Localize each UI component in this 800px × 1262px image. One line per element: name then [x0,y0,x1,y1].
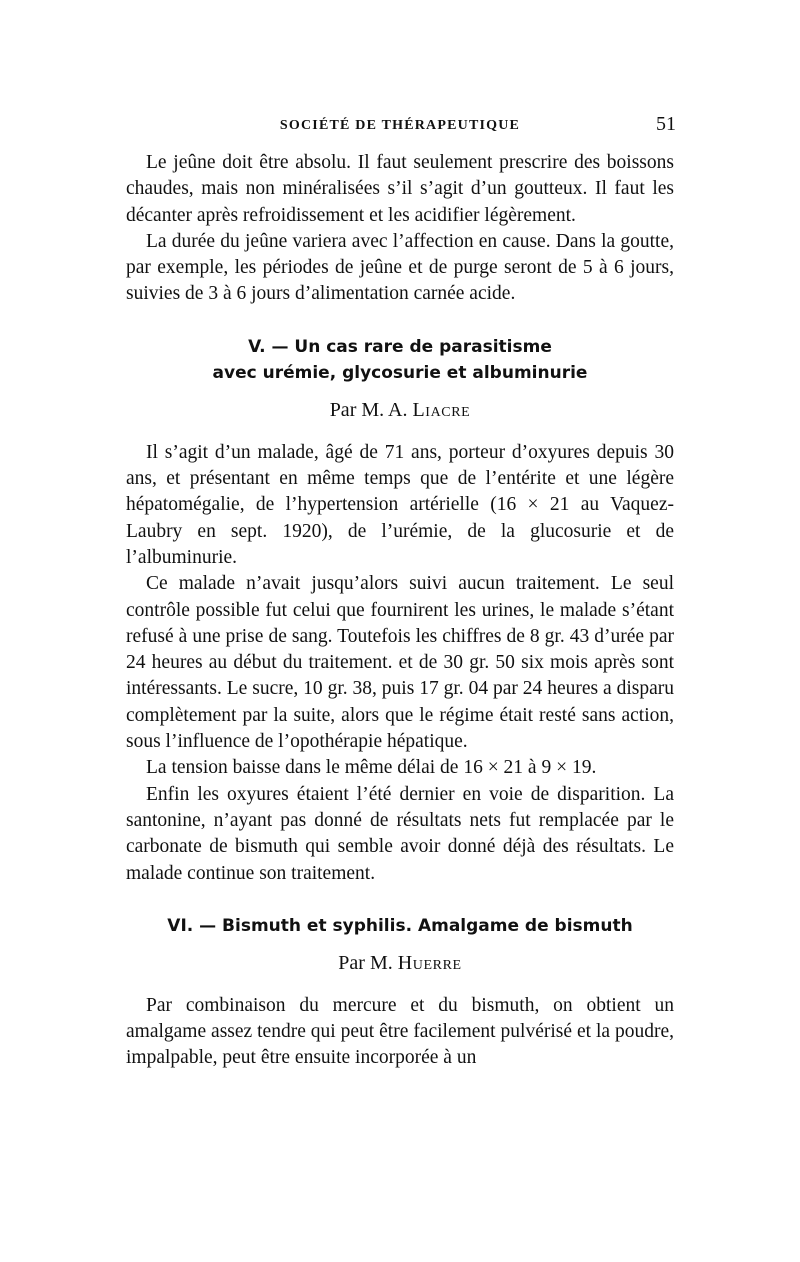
section-title-line: avec urémie, glycosurie et albuminurie [212,362,588,383]
intro-text [126,150,674,308]
section-title-line: V. — Un cas rare de parasitisme [248,336,552,357]
paragraph: La tension baisse dans le même délai de 16 × 21 à 9 × 19. [146,757,597,779]
paragraph: Ce malade n’avait jusqu’alors suivi aucun traitement. Le seul contrôle possible fut celui que fournirent les urines, le malade s’étant refusé à une prise de sang. Toutefois les chiffres de 8 gr. 43 d’urée par 24 heures au début du traitement. et de 30 gr. 50 six mois après sont intéressants. Le sucre, 10 gr. 38, puis 17 gr. 04 par 24 heures a disparu complètement par la suite, alors que le régime était resté sans action, sous l’influence de l’opothérapie hépatique. [126,573,674,753]
author-prefix: Par M. A. [329,398,408,421]
section-author [126,949,674,977]
page-number: 51 [656,113,676,135]
author-prefix: Par M. [338,951,393,974]
author-name: Huerre [397,951,462,974]
paragraph: Enfin les oxyures étaient l’été dernier en voie de disparition. La santonine, n’ayant pas donné de résultats nets fut remplacée par le carbonate de bismuth qui semble avoir donné déjà des résultats. Le malade continue son traitement. [126,783,674,884]
author-name: Liacre [412,398,471,421]
paragraph: La durée du jeûne variera avec l’affection en cause. Dans la goutte, par exemple, les périodes de jeûne et de purge seront de 5 à 6 jours, suivies de 3 à 6 jours d’alimentation carnée acide. [126,230,674,305]
book-page [126,110,674,1072]
paragraph: Le jeûne doit être absolu. Il faut seulement prescrire des boissons chaudes, mais non minéralisées s’il s’agit d’un goutteux. Il faut les décanter après refroidissement et les acidifier légèrement. [126,152,674,226]
section-title: VI. — Bismuth et syphilis. Amalgame de bismuth [167,915,633,936]
section-6 [126,913,674,1072]
running-title: SOCIÉTÉ DE THÉRAPEUTIQUE [279,118,521,133]
paragraph: Il s’agit d’un malade, âgé de 71 ans, porteur d’oxyures depuis 30 ans, et présentant en même temps que de l’entérite et une légère hépatomégalie, de l’hypertension artérielle (16 × 21 au Vaquez-Laubry en sept. 1920), de l’urémie, de la glucosurie et de l’albuminurie. [126,441,674,568]
running-header [126,110,674,140]
paragraph: Par combinaison du mercure et du bismuth, on obtient un amalgame assez tendre qui peut être facilement pulvérisé et la poudre, impalpable, peut être ensuite incorporée à un [126,994,674,1069]
section-title [126,334,674,386]
section-author [126,396,674,424]
section-5 [126,334,674,887]
